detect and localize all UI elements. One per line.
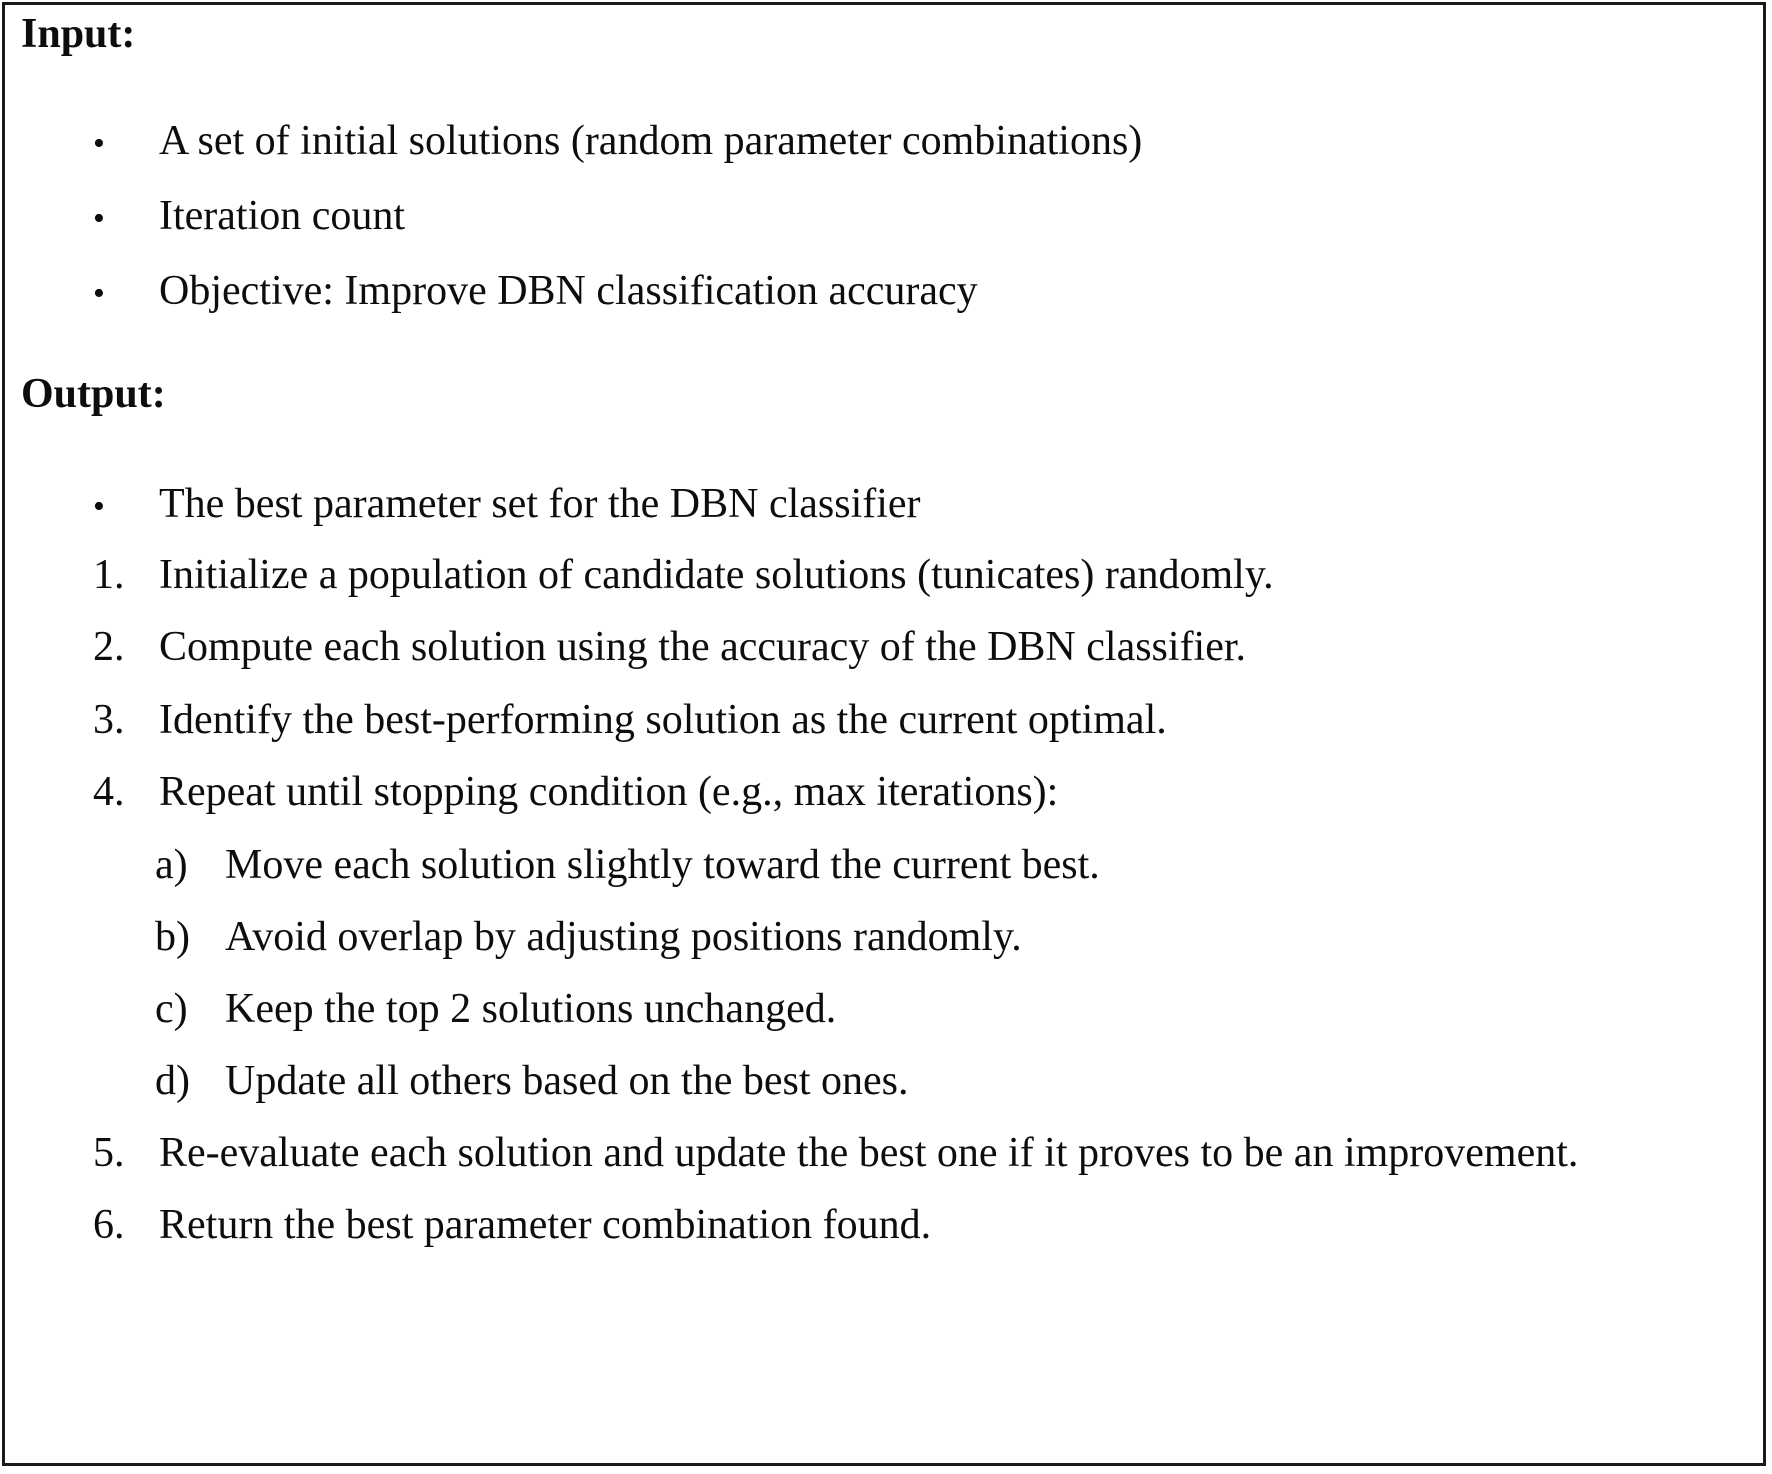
substep-text: Keep the top 2 solutions unchanged.: [225, 986, 837, 1032]
substep-text: Avoid overlap by adjusting positions randomly.: [225, 914, 1022, 960]
algorithm-box: [2, 2, 1766, 1466]
substep-letter: c): [155, 986, 188, 1032]
step-item: [93, 623, 1246, 671]
substep-letter: a): [155, 842, 188, 888]
substep-letter: b): [155, 914, 190, 960]
step-number: 4.: [93, 769, 125, 815]
input-bullet-text: Objective: Improve DBN classification accuracy: [159, 268, 978, 314]
step-item: [93, 768, 1058, 816]
step-number: 6.: [93, 1202, 125, 1248]
output-bullet-text: The best parameter set for the DBN classifier: [159, 481, 921, 527]
bullet-icon: •: [93, 488, 105, 525]
input-bullet-item: [93, 267, 978, 318]
step-text: Identify the best-performing solution as the current optimal.: [159, 697, 1167, 743]
bullet-icon: •: [93, 275, 105, 312]
output-heading: Output:: [21, 371, 166, 417]
substep-item: [155, 913, 1022, 961]
input-bullet-text: A set of initial solutions (random parameter combinations): [159, 118, 1143, 164]
input-bullet-item: [93, 117, 1142, 168]
step-number: 2.: [93, 624, 125, 670]
substep-item: [155, 1057, 908, 1105]
step-item: [93, 1201, 931, 1249]
input-heading: Input:: [21, 11, 136, 57]
step-number: 1.: [93, 552, 125, 598]
step-text: Compute each solution using the accuracy of the DBN classifier.: [159, 624, 1247, 670]
bullet-icon: •: [93, 125, 105, 162]
step-item: [93, 551, 1274, 599]
algorithm-content: [5, 5, 1763, 1463]
bullet-icon: •: [93, 200, 105, 237]
substep-text: Move each solution slightly toward the current best.: [225, 842, 1100, 888]
step-item: [93, 1129, 1578, 1177]
step-text: Re-evaluate each solution and update the best one if it proves to be an improvement.: [159, 1130, 1579, 1176]
substep-item: [155, 841, 1100, 889]
step-text: Repeat until stopping condition (e.g., max iterations):: [159, 769, 1059, 815]
step-text: Return the best parameter combination found.: [159, 1202, 932, 1248]
substep-letter: d): [155, 1058, 190, 1104]
substep-text: Update all others based on the best ones.: [225, 1058, 909, 1104]
step-item: [93, 696, 1167, 744]
output-bullet-item: [93, 480, 921, 531]
step-number: 5.: [93, 1130, 125, 1176]
input-bullet-text: Iteration count: [159, 193, 406, 239]
step-number: 3.: [93, 697, 125, 743]
substep-item: [155, 985, 836, 1033]
input-bullet-item: [93, 192, 405, 243]
step-text: Initialize a population of candidate solutions (tunicates) randomly.: [159, 552, 1274, 598]
